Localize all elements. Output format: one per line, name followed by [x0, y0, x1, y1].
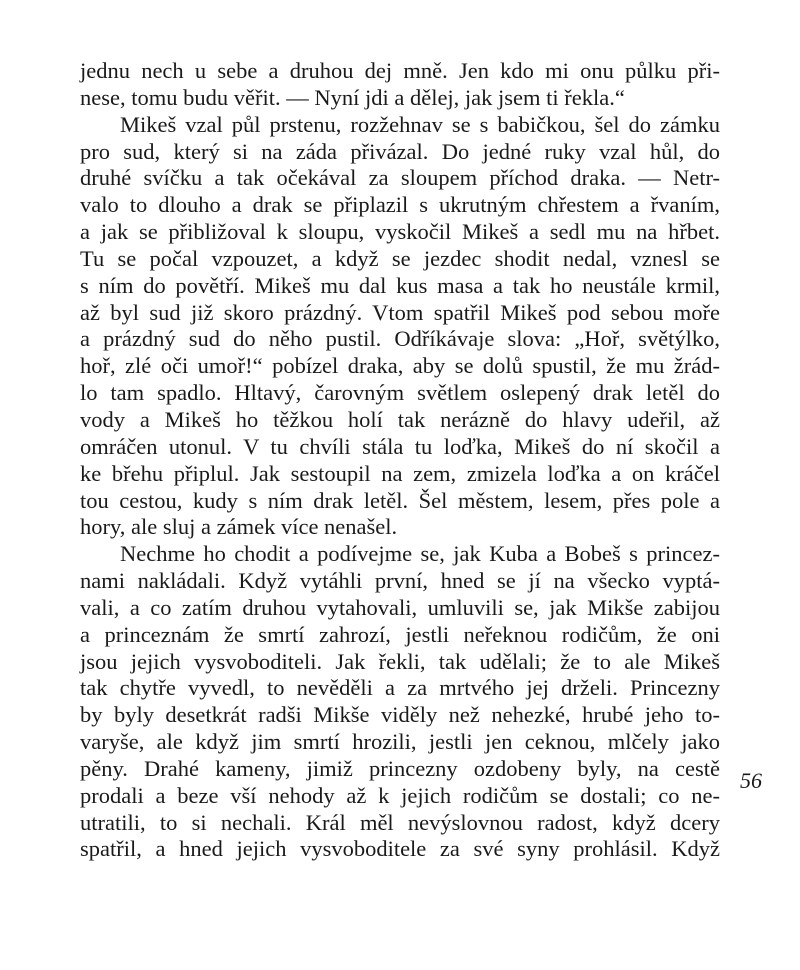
text-line: tou cestou, kudy s ním drak letěl. Šel městem, lesem, přes pole a	[80, 487, 720, 513]
text-line: by byly desetkrát radši Mikše viděly než nehezké, hrubé jeho to-	[80, 702, 720, 728]
text-line: pro sud, který si na záda přivázal. Do jedné ruky vzal hůl, do	[80, 138, 720, 164]
text-line: varyše, ale když jim smrtí hrozili, jestli jen ceknou, mlčely jako	[80, 729, 720, 755]
text-line: spatřil, a hned jejich vysvoboditele za své syny prohlásil. Když	[80, 836, 720, 862]
body-text	[80, 58, 720, 863]
text-line: pěny. Drahé kameny, jimiž princezny ozdobeny byly, na cestě	[80, 755, 720, 781]
text-line: jednu nech u sebe a druhou dej mně. Jen kdo mi onu půlku při-	[80, 58, 720, 83]
text-line: Tu se počal vzpouzet, a když se jezdec shodit nedal, vznesl se	[80, 245, 720, 271]
text-line: prodali a beze vší nehody až k jejich rodičům se dostali; co ne-	[80, 782, 720, 808]
text-line: vody a Mikeš ho těžkou holí tak nerázně do hlavy udeřil, až	[80, 406, 720, 432]
text-line: a prázdný sud do něho pustil. Odříkávaje slova: „Hoř, světýlko,	[80, 326, 720, 352]
text-line: Nechme ho chodit a podívejme se, jak Kuba a Bobeš s princez-	[120, 541, 720, 567]
text-line: Mikeš vzal půl prstenu, rozžehnav se s babičkou, šel do zámku	[120, 111, 720, 137]
text-line: a princeznám že smrtí zahrozí, jestli neřeknou rodičům, že oni	[80, 621, 720, 647]
page-number: 56	[740, 768, 762, 793]
text-line: až byl sud již skoro prázdný. Vtom spatřil Mikeš pod sebou moře	[80, 299, 720, 325]
text-line: a jak se přibližoval k sloupu, vyskočil Mikeš a sedl mu na hřbet.	[80, 219, 720, 245]
text-line: jsou jejich vysvoboditeli. Jak řekli, tak udělali; že to ale Mikeš	[80, 648, 720, 674]
text-line: lo tam spadlo. Hltavý, čarovným světlem oslepený drak letěl do	[80, 380, 720, 406]
text-line: vali, a co zatím druhou vytahovali, umluvili se, jak Mikše zabijou	[80, 594, 720, 620]
text-line: omráčen utonul. V tu chvíli stála tu loďka, Mikeš do ní skočil a	[80, 433, 720, 459]
text-line: nese, tomu budu věřit. — Nyní jdi a dělej, jak jsem ti řekla.“	[80, 84, 625, 110]
text-line: s ním do povětří. Mikeš mu dal kus masa a tak ho neustále krmil,	[80, 272, 720, 298]
text-line: valo to dlouho a drak se připlazil s ukrutným chřestem a řvaním,	[80, 192, 720, 218]
text-line: nami nakládali. Když vytáhli první, hned se jí na všecko vyptá-	[80, 568, 720, 594]
text-line: utratili, to si nechali. Král měl nevýslovnou radost, když dcery	[80, 809, 720, 835]
text-line: tak chytře vyvedl, to nevěděli a za mrtvého jej drželi. Princezny	[80, 675, 720, 701]
text-line: druhé svíčku a tak očekával za sloupem příchod draka. — Netr-	[80, 165, 720, 191]
text-line: ke břehu připlul. Jak sestoupil na zem, zmizela loďka a on kráčel	[80, 460, 720, 486]
text-line: hory, ale sluj a zámek více nenašel.	[80, 514, 398, 540]
text-line: hoř, zlé oči umoř!“ pobízel draka, aby se dolů spustil, že mu žrád-	[80, 353, 720, 379]
